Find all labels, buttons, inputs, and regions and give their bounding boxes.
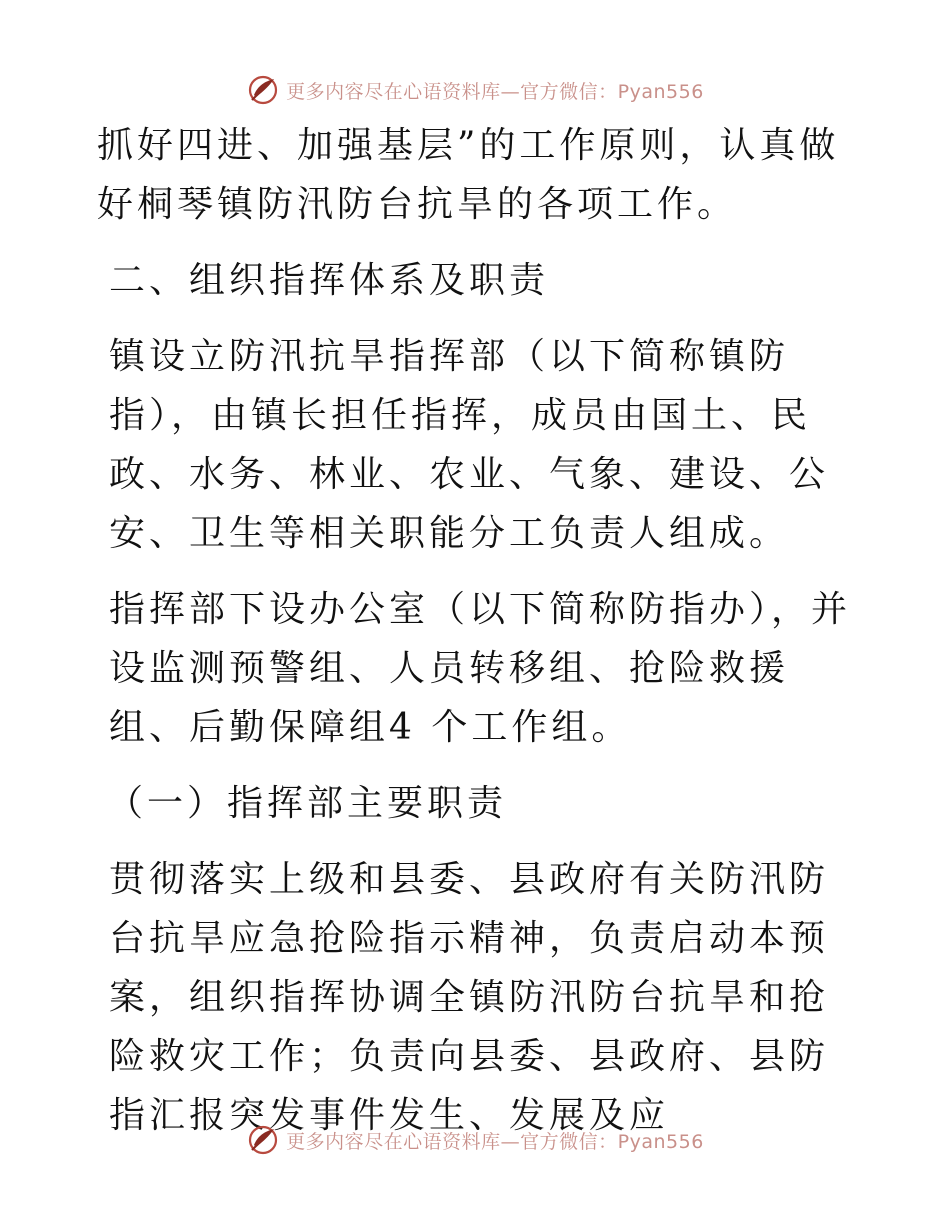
- paragraph-command-setup: 镇设立防汛抗旱指挥部（以下简称镇防指），由镇长担任指挥，成员由国土、民政、水务、林业、农业、气象、建设、公安、卫生等相关职能分工负责人组成。: [109, 336, 830, 554]
- subsection-heading-duties: （一）指挥部主要职责: [107, 783, 508, 824]
- paragraph-intro-continued: 抓好四进、加强基层”的工作原则，认真做好桐琴镇防汛防台抗旱的各项工作。: [97, 125, 840, 225]
- pen-logo-icon: [246, 1123, 280, 1157]
- section-heading-organization: 二、组织指挥体系及职责: [109, 260, 550, 301]
- watermark-text: 更多内容尽在心语资料库—官方微信：Pyan556: [286, 80, 704, 103]
- paragraph-duties: 贯彻落实上级和县委、县政府有关防汛防台抗旱应急抢险指示精神，负责启动本预案，组织指挥协调全镇防汛防台抗旱和抢险救灾工作；负责向县委、县政府、县防指汇报突发事件发生、发展及应: [109, 859, 830, 1136]
- paragraph-office-groups: 指挥部下设办公室（以下简称防指办），并设监测预警组、人员转移组、抢险救援组、后勤保障组4 个工作组。: [109, 589, 852, 748]
- pen-logo-icon: [246, 73, 280, 107]
- header-watermark: [0, 70, 950, 110]
- document-body: [97, 116, 857, 1145]
- watermark-text: 更多内容尽在心语资料库—官方微信：Pyan556: [286, 1130, 704, 1153]
- footer-watermark: [0, 1120, 950, 1160]
